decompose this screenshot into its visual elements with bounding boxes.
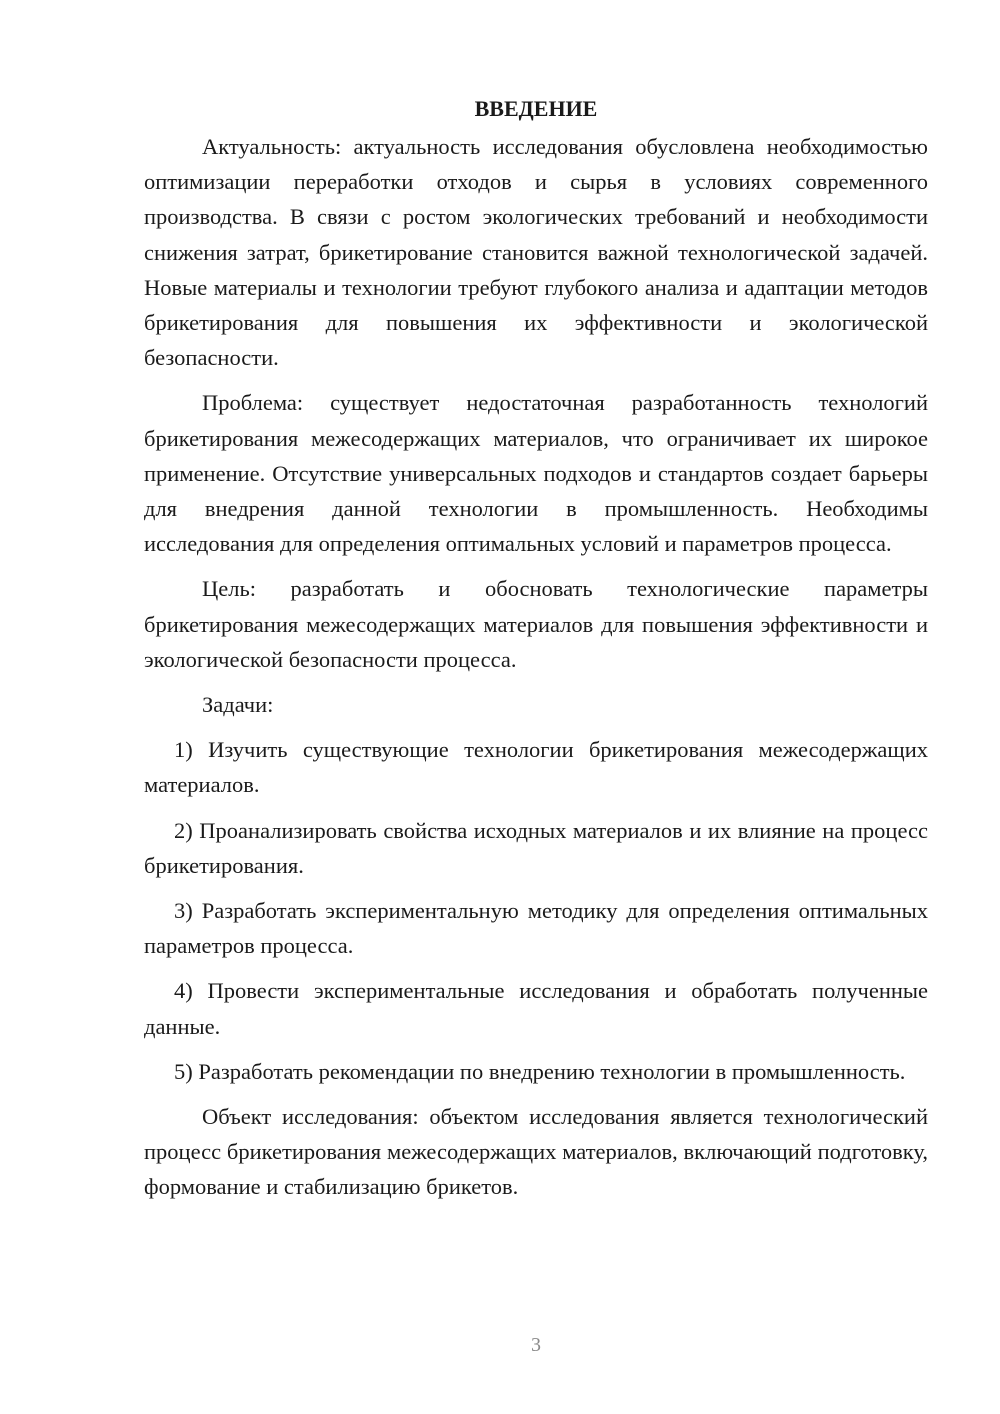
- paragraph-problem: Проблема: существует недостаточная разработанность технологий брикетирования межесодержащих материалов, что ограничивает их широкое применение. Отсутствие универсальных подходов и стандартов создает барьеры для внедрения данной технологии в промышленность. Необходимы исследования для определения оптимальных условий и параметров процесса.: [144, 390, 928, 557]
- task-item-5: 5) Разработать рекомендации по внедрению технологии в промышленность.: [174, 1058, 906, 1084]
- task-item-2: 2) Проанализировать свойства исходных материалов и их влияние на процесс брикетирования.: [144, 817, 928, 878]
- task-item-4: 4) Провести экспериментальные исследования и обработать полученные данные.: [144, 978, 928, 1039]
- task-item-1: 1) Изучить существующие технологии брикетирования межесодержащих материалов.: [144, 737, 928, 798]
- page-number: 3: [531, 1334, 541, 1356]
- paragraph-goal: Цель: разработать и обосновать технологические параметры брикетирования межесодержащих материалов для повышения эффективности и экологической безопасности процесса.: [144, 576, 928, 672]
- paragraph-relevance: Актуальность: актуальность исследования обусловлена необходимостью оптимизации переработки отходов и сырья в условиях современного производства. В связи с ростом экологических требований и необходимости снижения затрат, брикетирование становится важной технологической задачей. Новые материалы и технологии требуют глубокого анализа и адаптации методов брикетирования для повышения их эффективности и экологической безопасности.: [144, 134, 928, 371]
- paragraph-object: Объект исследования: объектом исследования является технологический процесс брикетирования межесодержащих материалов, включающий подготовку, формование и стабилизацию брикетов.: [144, 1104, 928, 1200]
- section-heading: ВВЕДЕНИЕ: [474, 96, 598, 121]
- page-content: [144, 94, 928, 1215]
- tasks-label: Задачи:: [202, 692, 274, 718]
- task-item-3: 3) Разработать экспериментальную методику для определения оптимальных параметров процесса.: [144, 898, 928, 959]
